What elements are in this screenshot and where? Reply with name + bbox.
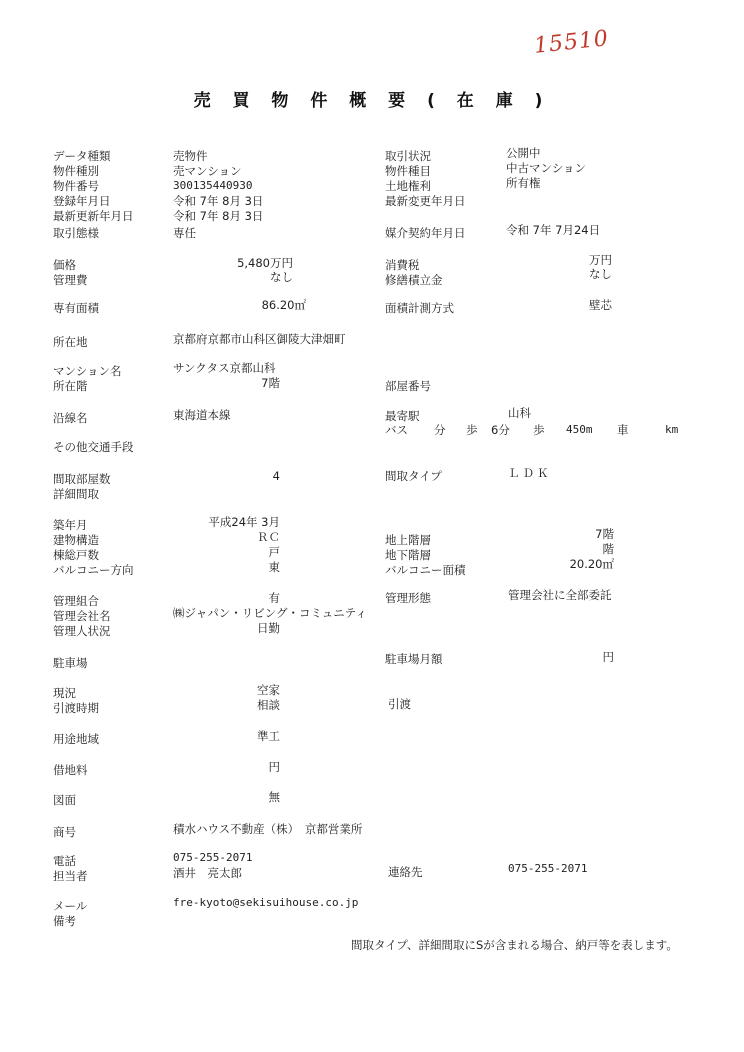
reg-date-label: 登録年月日 [53,194,111,208]
drawing-value: 無 [268,790,280,804]
property-no-label: 物件番号 [53,179,99,193]
land-rent-label: 借地料 [53,763,88,777]
person-label: 担当者 [53,869,88,883]
assoc-value: 有 [268,591,280,605]
parking-label: 駐車場 [53,656,88,670]
footnote: 間取タイプ、詳細間取にSが含まれる場合、納戸等を表します。 [351,938,678,952]
data-type-value: 売物件 [173,149,208,163]
station-value: 山科 [508,406,531,420]
repair-fund-value: なし [589,267,612,281]
area-value: 86.20㎡ [261,298,306,312]
walk2-label: 歩 [533,423,545,437]
handover-time-label: 引渡時期 [53,701,99,715]
item-type-label: 物件種目 [385,164,431,178]
contract-date-label: 媒介契約年月日 [385,226,466,240]
company-value: 積水ハウス不動産（株） 京都営業所 [173,822,363,836]
mgmt-form-label: 管理形態 [385,591,431,605]
handover-label: 引渡 [388,697,411,711]
area-method-value: 壁芯 [589,298,612,312]
floor-label: 所在階 [53,379,88,393]
land-rent-value: 円 [268,760,280,774]
balcony-dir-value: 東 [268,560,280,574]
location-value: 京都府京都市山科区御陵大津畑町 [173,332,346,346]
walk-label: 歩 [466,423,478,437]
area-method-label: 面積計測方式 [385,301,454,315]
balcony-area-value: 20.20㎡ [569,557,614,571]
land-right-label: 土地権利 [385,179,431,193]
contact-label: 連絡先 [388,865,423,879]
price-label: 価格 [53,258,76,272]
repair-fund-label: 修繕積立金 [385,273,443,287]
mgmt-company-value: ㈱ジャパン・リビング・コミュニティ [173,606,367,620]
parking-fee-label: 駐車場月額 [385,652,443,666]
mansion-name-label: マンション名 [53,364,122,378]
status-value: 空家 [257,683,280,697]
rooms-label: 間取部屋数 [53,472,111,486]
manager-label: 管理人状況 [53,624,111,638]
zoning-label: 用途地域 [53,732,99,746]
bus-minutes-unit: 分 [434,423,446,437]
assoc-label: 管理組合 [53,594,99,608]
walk2-value: 450m [566,423,593,436]
rooms-value: 4 [272,469,280,483]
tax-value: 万円 [589,253,612,267]
mgmt-form-value: 管理会社に全部委託 [508,588,612,602]
property-kind-value: 売マンション [173,164,242,178]
units-label: 棟総戸数 [53,548,99,562]
drawing-label: 図面 [53,793,76,807]
handwritten-number: 15510 [532,26,611,59]
floors-below-value: 階 [602,542,614,556]
phone-label: 電話 [53,854,76,868]
property-kind-label: 物件種別 [53,164,99,178]
reg-date-value: 令和 7年 8月 3日 [173,194,264,208]
deal-mode-value: 専任 [173,226,196,240]
manager-value: 日勤 [257,621,280,635]
deal-mode-label: 取引態様 [53,226,99,240]
station-label: 最寄駅 [385,409,420,423]
car-label: 車 [617,423,629,437]
units-value: 戸 [268,545,280,559]
person-value: 酒井 亮太郎 [173,866,242,880]
company-label: 商号 [53,825,76,839]
floor-value: 7階 [261,376,280,390]
car-value: km [665,423,679,436]
floors-above-label: 地上階層 [385,533,431,547]
item-type-value: 中古マンション [506,161,586,175]
update-date-label: 最新更新年月日 [53,209,134,223]
parking-fee-value: 円 [602,650,614,664]
status-label: 現況 [53,686,76,700]
walk-value: 6分 [491,423,510,437]
floors-above-value: 7階 [595,527,614,541]
area-label: 専有面積 [53,301,99,315]
built-label: 築年月 [53,518,88,532]
floors-below-label: 地下階層 [385,548,431,562]
layout-type-label: 間取タイプ [385,469,442,483]
zoning-value: 準工 [257,729,280,743]
property-no-value: 300135440930 [173,179,253,192]
page-title: 売 買 物 件 概 要 ( 在 庫 ) [193,91,551,111]
structure-label: 建物構造 [53,533,99,547]
layout-type-value: ＬＤＫ [508,466,552,480]
line-label: 沿線名 [53,411,88,425]
room-no-label: 部屋番号 [385,379,431,393]
balcony-dir-label: バルコニー方向 [53,563,134,577]
mansion-name-value: サンクタス京都山科 [173,361,276,375]
deal-status-value: 公開中 [506,146,541,160]
line-value: 東海道本線 [173,408,231,422]
update-date-value: 令和 7年 8月 3日 [173,209,264,223]
tax-label: 消費税 [385,258,420,272]
contact-value: 075-255-2071 [508,862,588,875]
detail-layout-label: 詳細間取 [53,487,99,501]
built-value: 平成24年 3月 [208,515,280,529]
price-value: 5,480万円 [237,256,293,270]
phone-value: 075-255-2071 [173,851,253,864]
mgmt-company-label: 管理会社名 [53,609,111,623]
mail-label: メール [53,899,88,913]
data-type-label: データ種類 [53,149,111,163]
deal-status-label: 取引状況 [385,149,431,163]
contract-date-value: 令和 7年 7月24日 [506,223,601,237]
handover-time-value: 相談 [257,698,280,712]
mgmt-fee-value: なし [270,270,293,284]
structure-value: ＲＣ [257,530,280,544]
bus-label: バス [385,423,408,437]
change-date-label: 最新変更年月日 [385,194,466,208]
mgmt-fee-label: 管理費 [53,273,88,287]
other-transport-label: その他交通手段 [53,440,134,454]
remarks-label: 備考 [53,914,76,928]
mail-value: fre-kyoto@sekisuihouse.co.jp [173,896,359,909]
land-right-value: 所有権 [506,176,541,190]
balcony-area-label: バルコニー面積 [385,563,466,577]
location-label: 所在地 [53,335,88,349]
